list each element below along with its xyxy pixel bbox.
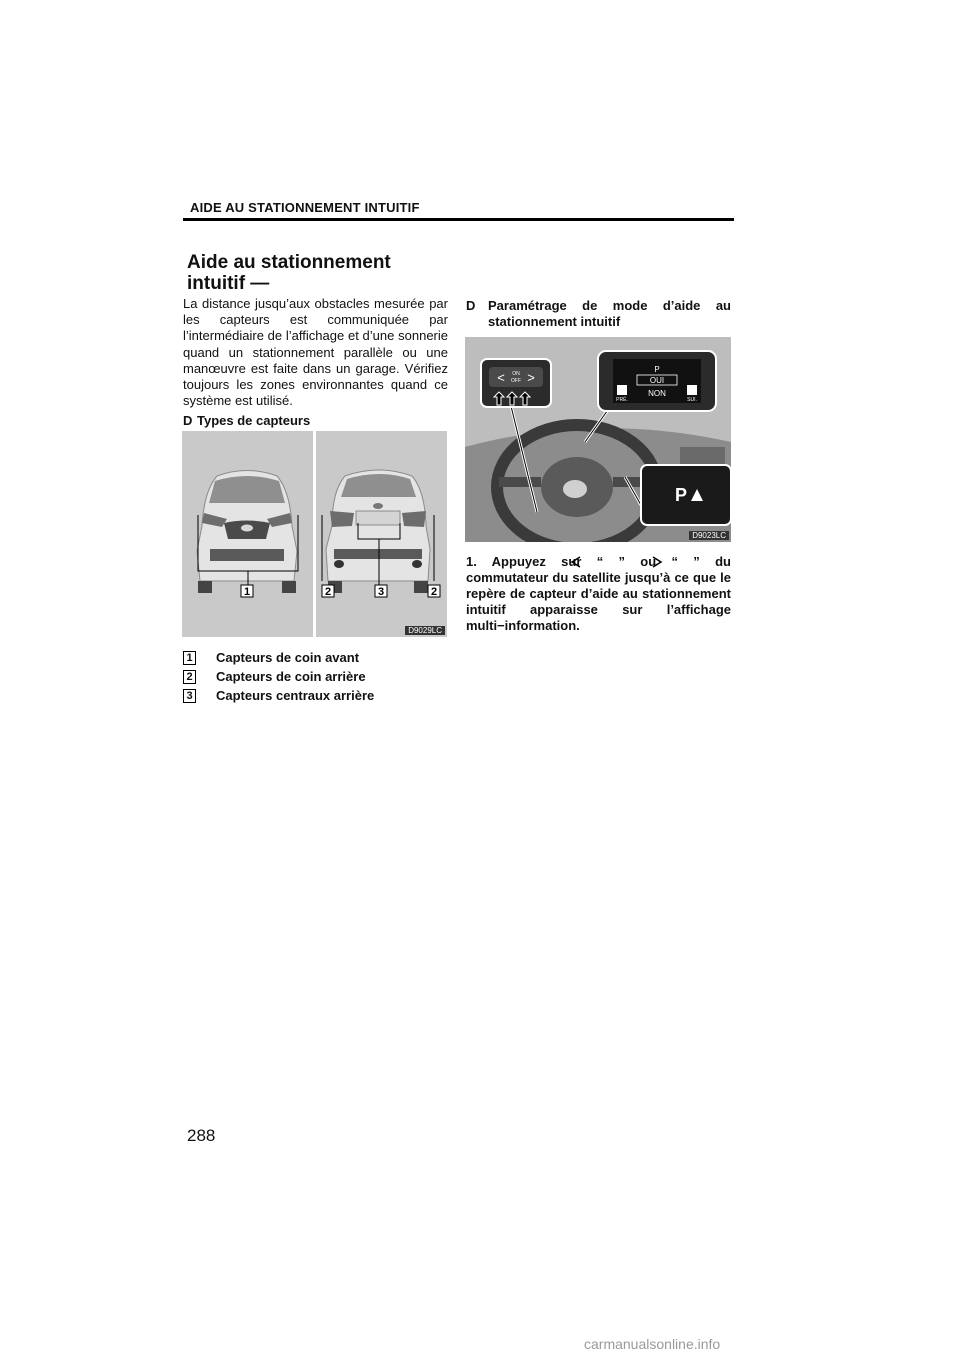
legend-label: Capteurs centraux arrière — [216, 688, 375, 703]
chevron-right-icon — [651, 556, 663, 568]
svg-text:ON: ON — [512, 371, 520, 377]
svg-text:>: > — [527, 370, 535, 385]
bullet-setting-line2: stationnement intuitif — [488, 314, 621, 329]
svg-text:NON: NON — [648, 389, 666, 398]
legend-num: 2 — [183, 670, 196, 684]
bullet-sensor-types — [183, 413, 448, 429]
figure-code-dashboard: D9023LC — [689, 531, 729, 540]
figure-dashboard — [465, 337, 731, 542]
section-title-line1: Aide au stationnement — [187, 252, 391, 273]
intro-text: La distance jusqu’aux obstacles mesurée par les capteurs est communiquée par l’intermédiaire de l’affichage et d’une sonnerie quand un stationnement parallèle ou une manœuvre est faite dans un garage. Vérifiez toujours les zones environnantes quand ce système est utilisé. — [183, 296, 448, 409]
bullet-setting-line1: Paramétrage de mode d’aide au — [488, 298, 731, 313]
legend-num: 3 — [183, 689, 196, 703]
bullet-symbol: D — [466, 298, 476, 313]
callout-3: 3 — [377, 586, 385, 598]
page-number: 288 — [187, 1126, 216, 1145]
bullet-setting-mode — [466, 298, 731, 330]
svg-text:OUI: OUI — [649, 376, 665, 385]
svg-text:<: < — [497, 370, 505, 385]
intro-paragraph — [183, 296, 448, 430]
legend-num: 1 — [183, 651, 196, 665]
front-car-drawing — [197, 471, 297, 594]
step-1-line4: intuitif apparaisse sur l’affichage — [466, 602, 731, 617]
legend-item-front-corner — [183, 650, 359, 665]
step-1-text — [466, 554, 731, 634]
section-title-line2: intuitif — — [187, 273, 270, 294]
rear-car-drawing — [326, 470, 430, 593]
watermark: carmanualsonline.info — [584, 1336, 721, 1352]
section-title — [187, 252, 391, 294]
step-1-line3: repère de capteur d’aide au stationnement — [466, 586, 731, 601]
svg-text:SUI.: SUI. — [687, 397, 697, 403]
bullet-symbol: D — [183, 413, 193, 429]
step-1-line2: commutateur du satellite jusqu’à ce que le — [466, 570, 731, 585]
car-sensors-illustration — [182, 431, 447, 637]
svg-text:PRÉ.: PRÉ. — [616, 397, 628, 403]
legend-label: Capteurs de coin avant — [216, 650, 360, 665]
svg-text:P: P — [654, 365, 660, 374]
running-header: AIDE AU STATIONNEMENT INTUITIF — [190, 200, 420, 215]
chevron-left-icon — [570, 556, 582, 568]
step-1-line5: multi−information. — [466, 618, 580, 633]
callout-2-left: 2 — [324, 586, 332, 598]
callout-1: 1 — [243, 586, 251, 598]
callout-2-right: 2 — [430, 586, 438, 598]
figure-code-cars: D9029LC — [405, 626, 445, 635]
legend-item-rear-center — [183, 688, 374, 703]
svg-text:OFF: OFF — [511, 378, 521, 384]
header-rule — [183, 218, 734, 221]
dashboard-illustration — [465, 337, 731, 542]
legend-label: Capteurs de coin arrière — [216, 669, 366, 684]
svg-text:P: P — [674, 485, 688, 505]
figure-car-sensors — [182, 431, 447, 637]
bullet-sensor-types-label: Types de capteurs — [197, 413, 311, 429]
legend-item-rear-corner — [183, 669, 366, 684]
step-1-line1: 1. Appuyez sur “ ” ou “ ” du — [466, 554, 731, 569]
